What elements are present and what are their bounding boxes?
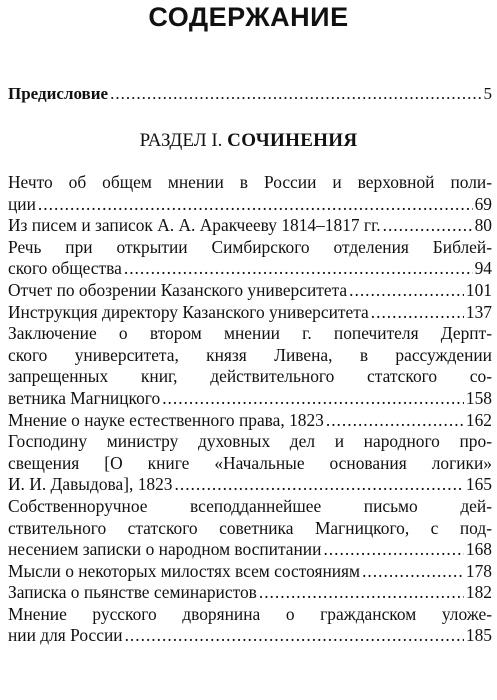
toc-entry-line: ствительного статского советника Магницкого, с под- bbox=[8, 517, 492, 538]
toc-entry-last-line bbox=[8, 280, 492, 302]
toc-entry[interactable] bbox=[8, 604, 492, 647]
dot-leader bbox=[110, 84, 481, 104]
toc-entry[interactable] bbox=[8, 237, 492, 280]
preface-entry[interactable] bbox=[8, 84, 492, 104]
toc-page-number: 162 bbox=[465, 409, 492, 430]
toc-entry-line: Мнение русского дворянина о гражданском уложе- bbox=[8, 603, 492, 624]
dot-leader bbox=[162, 388, 464, 410]
toc-entry-last-line bbox=[8, 258, 492, 280]
section-heading bbox=[0, 130, 497, 152]
toc-entry-line: ветника Магницкого bbox=[8, 387, 161, 408]
toc-entry-line: ции bbox=[8, 193, 36, 214]
toc-entry-last-line bbox=[8, 625, 492, 647]
toc-page-number: 178 bbox=[465, 560, 492, 581]
toc-entry-line: Собственноручное всеподданнейшее письмо дей- bbox=[8, 495, 492, 516]
toc-entry-line: Записка о пьянстве семинаристов bbox=[8, 582, 257, 603]
toc-entry-line: Мысли о некоторых милостях всем состояниям bbox=[8, 560, 361, 581]
toc-entry-line: Речь при открытии Симбирского отделения Библей- bbox=[8, 236, 492, 257]
toc-entry-line: Инструкция директору Казанского университета bbox=[8, 301, 369, 322]
toc-entry-last-line bbox=[8, 388, 492, 410]
toc-entry-last-line bbox=[8, 582, 492, 604]
dot-leader bbox=[124, 258, 473, 280]
toc-page-number: 165 bbox=[465, 474, 492, 495]
toc-entry[interactable] bbox=[8, 323, 492, 409]
toc-page-number: 69 bbox=[474, 193, 492, 214]
toc-entry-line: нии для России bbox=[8, 625, 123, 646]
toc-entry[interactable] bbox=[8, 172, 492, 215]
dot-leader bbox=[371, 302, 464, 324]
toc-entry[interactable] bbox=[8, 410, 492, 432]
dot-leader bbox=[125, 625, 464, 647]
toc-entry-line: запрещенных книг, действительного статского со- bbox=[8, 366, 492, 387]
toc-entry-line: Отчет по обозрении Казанского университета bbox=[8, 279, 348, 300]
section-name: СОЧИНЕНИЯ bbox=[227, 130, 358, 151]
toc-page-number: 182 bbox=[465, 582, 492, 603]
toc-entry-last-line bbox=[8, 474, 492, 496]
page-title: СОДЕРЖАНИЕ bbox=[148, 2, 349, 32]
dot-leader bbox=[175, 474, 464, 496]
dot-leader bbox=[349, 280, 464, 302]
toc-entry-line: И. И. Давыдова], 1823 bbox=[8, 474, 173, 495]
toc-entry[interactable] bbox=[8, 215, 492, 237]
toc-entry[interactable] bbox=[8, 280, 492, 302]
preface-label: Предисловие bbox=[8, 84, 109, 103]
toc-entry-list bbox=[8, 172, 492, 647]
toc-entry-last-line bbox=[8, 194, 492, 216]
toc-entry-line: Нечто об общем мнении в России и верховной поли- bbox=[8, 172, 492, 192]
toc-entry-last-line bbox=[8, 561, 492, 583]
toc-entry-line: Заключение о втором мнении г. попечителя Дерпт- bbox=[8, 323, 492, 344]
toc-entry-line: несением записки о народном воспитании bbox=[8, 539, 322, 560]
toc-entry-line: Из писем и записок А. А. Аракчееву 1814–1817 гг. bbox=[8, 215, 381, 236]
toc-page-number: 137 bbox=[465, 301, 492, 322]
toc-entry[interactable] bbox=[8, 496, 492, 561]
toc-entry[interactable] bbox=[8, 431, 492, 496]
toc-entry[interactable] bbox=[8, 561, 492, 583]
toc-entry-last-line bbox=[8, 302, 492, 324]
toc-entry-last-line bbox=[8, 410, 492, 432]
toc-page-number: 101 bbox=[465, 279, 492, 300]
toc-entry-line: свещения [О книге «Начальные основания логики» bbox=[8, 452, 492, 473]
toc-page-number: 158 bbox=[465, 387, 492, 408]
toc-entry-line: ского университета, князя Ливена, в рассуждении bbox=[8, 344, 492, 365]
dot-leader bbox=[383, 215, 473, 237]
dot-leader bbox=[38, 194, 473, 216]
toc-page-number: 80 bbox=[474, 215, 492, 236]
toc-page-number: 94 bbox=[474, 258, 492, 279]
toc-page-number: 185 bbox=[465, 625, 492, 646]
dot-leader bbox=[362, 561, 464, 583]
toc-entry-line: Господину министру духовных дел и народного про- bbox=[8, 431, 492, 452]
preface-page-number: 5 bbox=[483, 84, 492, 103]
section-prefix: РАЗДЕЛ I. bbox=[139, 130, 223, 151]
toc-entry-last-line bbox=[8, 539, 492, 561]
toc-entry-line: ского общества bbox=[8, 258, 122, 279]
toc-entry-last-line bbox=[8, 215, 492, 237]
dot-leader bbox=[259, 582, 464, 604]
toc-entry[interactable] bbox=[8, 302, 492, 324]
dot-leader bbox=[326, 410, 464, 432]
dot-leader bbox=[323, 539, 463, 561]
toc-entry[interactable] bbox=[8, 582, 492, 604]
toc-entry-line: Мнение о науке естественного права, 1823 bbox=[8, 409, 324, 430]
toc-page-number: 168 bbox=[465, 539, 492, 560]
